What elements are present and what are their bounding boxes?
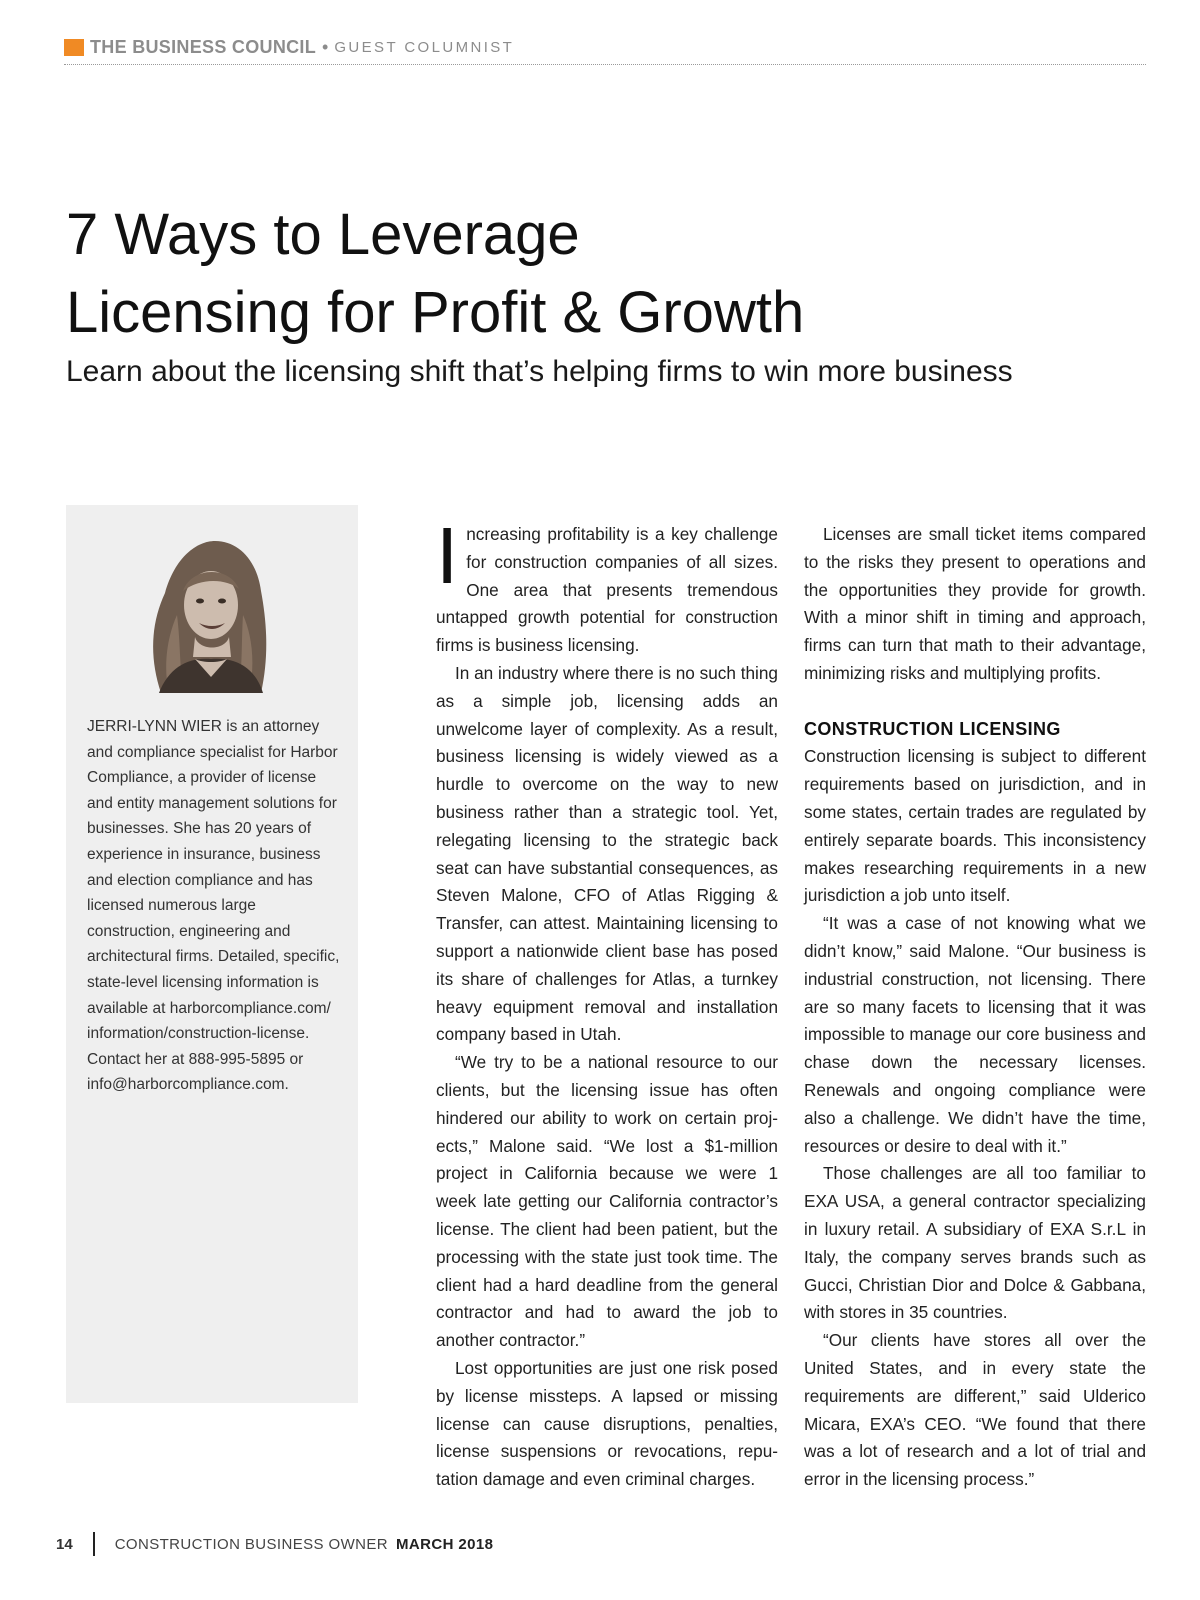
body-paragraph: Licenses are small ticket items compared to the risks they present to operations and the opportunities they provide for growth. With a minor shift in timing and approach, firms can turn that math to their advantage, minimizing risks and multiplying profits. [804,524,1146,683]
publication-name: CONSTRUCTION BUSINESS OWNER [114,1535,389,1553]
article-subtitle: Learn about the licensing shift that’s helping firms to win more business [66,355,1013,388]
author-portrait [139,527,279,693]
body-paragraph [436,511,778,660]
section-heading: CONSTRUCTION LICENSING [804,718,1061,739]
author-bio: JERRI-LYNN WIER is an attorney and compliance specialist for Harbor Compliance, a provider of license and entity management solutions for businesses. She has 20 years of experience in insurance, business and election compliance and has licensed numerous large construction, engineering and architectural firms. Detailed, specific, state-level licensing information is available at harborcompliance.com/ information/construction-license. Contact her at 888-995-5895 or info@harborcompliance.com. [87,718,340,1094]
body-paragraph: In an industry where there is no such thing as a simple job, licensing adds an unwelcome layer of complexity. As a result, business licensing is widely viewed as a hurdle to overcome on the way to new business rather than a strategic tool. Yet, relegating licensing to the strategic back seat can have substantial consequences, as Steven Malone, CFO of Atlas Rigging & Transfer, can attest. Maintaining licensing to support a nationwide client base has posed its share of challenges for Atlas, a turnkey heavy equipment removal and installation company based in Utah. [436,662,778,1045]
body-paragraph: “Our clients have stores all over the United States, and in every state the requirements are different,” said Ulderico Micara, EXA’s CEO. “We found that there was a lot of research and a lot of trial and error in the licensing process.” [804,1330,1146,1490]
section-name: THE BUSINESS COUNCIL [90,36,317,57]
body-paragraph: Those challenges are all too familiar to EXA USA, a general contractor specializing in luxury retail. A subsidiary of EXA S.r.L in Italy, the company serves brands such as Gucci, Christian Dior and Dolce & Gabbana, with stores in 35 countries. [804,1163,1146,1323]
section-marker-square [64,39,84,56]
section-subtitle: GUEST COLUMNIST [334,38,515,56]
body-paragraph: “It was a case of not knowing what we didn’t know,” said Malone. “Our business is industrial construction, not licensing. There are so many facets to licensing that it was impossible to manage our core business and chase down the necessary licenses. Renewals and ongoing compliance were also a challenge. We didn’t have the time, resources or desire to deal with it.” [804,913,1146,1156]
author-sidebar [66,505,358,1403]
section-header [64,36,1146,65]
issue-date: MARCH 2018 [396,1535,494,1553]
body-paragraph: Construction licensing is subject to different requirements based on jurisdiction, and in some states, certain trades are regulated by entirely separate boards. This inconsistency makes researching requirements in a new jurisdiction a job unto itself. [804,746,1146,906]
footer-divider [93,1532,95,1556]
body-paragraph: “We try to be a national resource to our clients, but the licensing issue has often hindered our ability to work on certain projects,” Malone said. “We lost a $1-million project in California because we were 1 week late getting our California contractor’s license. The client had been patient, but the processing with the state just took time. The client had a hard deadline from the general contractor and had to award the job to another contractor.” [436,1052,778,1351]
page-number: 14 [56,1535,73,1553]
body-paragraph-text: ncreasing profitability is a key challenge for construction companies of all sizes. One area that presents tremendous untapped growth potential for construction firms is business licensing. [436,524,778,656]
article-title-line-2: Licensing for Profit & Growth [66,280,805,345]
page-footer [56,1530,493,1558]
article-title-line-1: 7 Ways to Leverage [66,202,580,267]
body-paragraph: Lost opportunities are just one risk posed by license missteps. A lapsed or missing license can cause disruptions, penalties, license suspensions or revocations, reputation damage and even criminal charges. [436,1357,778,1490]
article-title [66,196,1066,352]
drop-cap: I [436,511,459,600]
body-column-1 [436,511,778,1494]
header-separator: • [322,36,329,57]
body-column-2 [804,521,1146,1494]
